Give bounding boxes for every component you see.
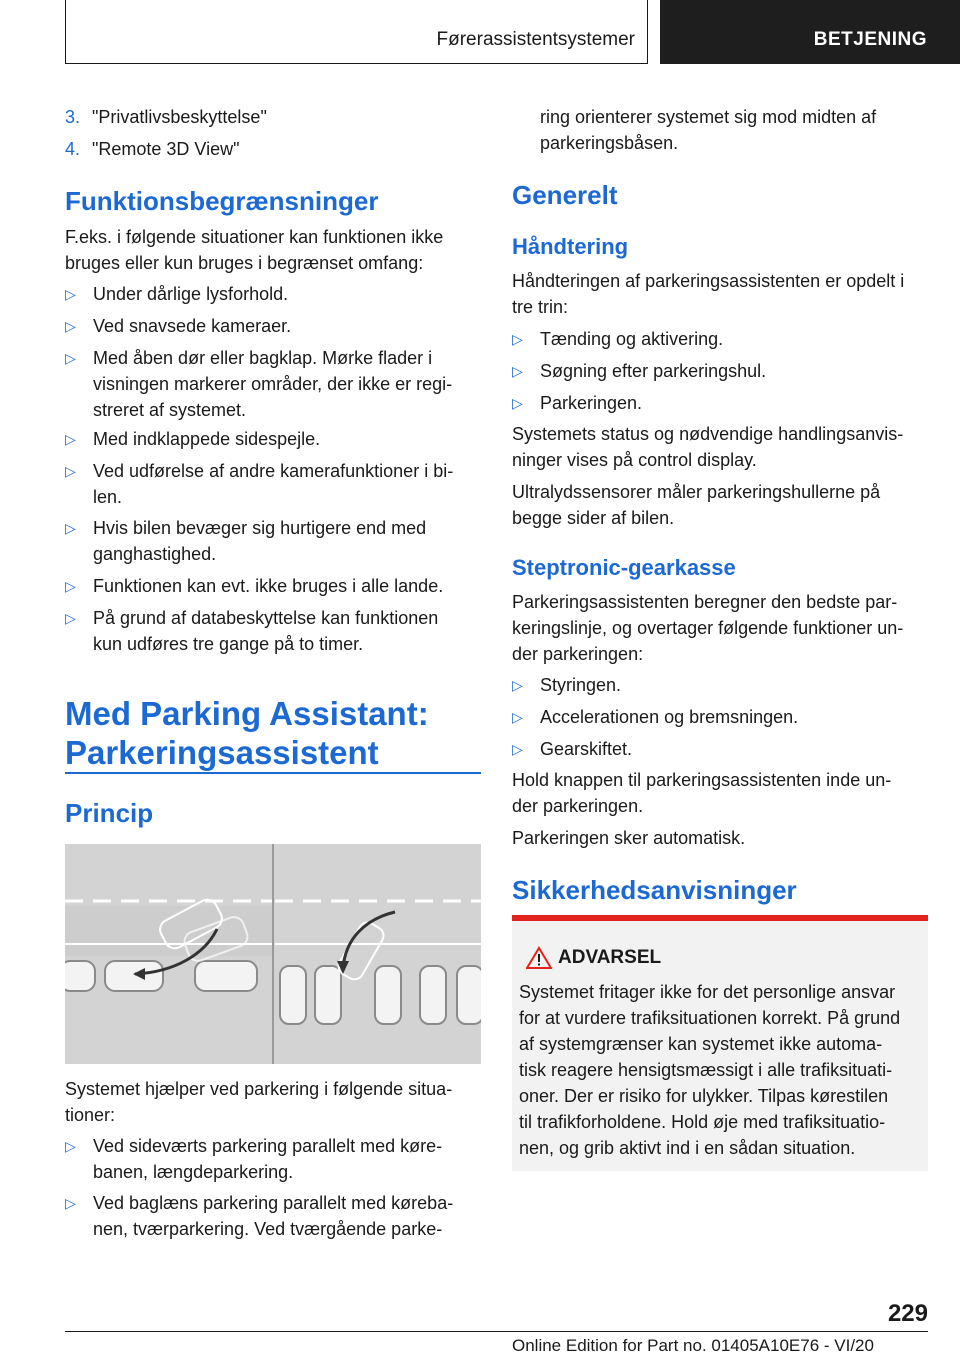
header-section-box	[65, 0, 648, 64]
handtering-heading: Håndtering	[512, 234, 629, 259]
header-chapter-title: BETJENING	[813, 29, 927, 50]
edition-note: Online Edition for Part no. 01405A10E76 - VI/20	[512, 1336, 874, 1355]
ultrasonic-text: Ultralydssensorer måler parkeringshullerne på begge sider af bilen.	[512, 482, 881, 528]
page-number: 229	[887, 1300, 928, 1327]
main-heading: Med Parking Assistant: Parkeringsassistent	[65, 695, 429, 771]
warning-title: ADVARSEL	[558, 947, 662, 968]
numbered-item: 4. "Remote 3D View"	[65, 139, 240, 159]
hold-text: Hold knappen til parkeringsassistenten inde un- der parkeringen.	[512, 770, 892, 816]
limits-intro: F.eks. i følgende situationer kan funktionen ikke bruges eller kun bruges i begrænset omfang:	[65, 227, 444, 273]
warning-text: Systemet fritager ikke for det personlige ansvar for at vurdere trafiksituationen korrekt. På grund af systemgrænser kan systemet ikke automa- tisk reagere hensigtsmæssigt i alle trafiksituati- oner. Der er risiko for ulykker. Tilpas kørestilen til trafikforholdene. Hold øje med trafiksituatio- nen, og grib aktivt ind i en sådan situation.	[519, 982, 901, 1158]
safety-heading: Sikkerhedsanvisninger	[512, 875, 797, 905]
footer-rule	[65, 1331, 928, 1332]
handtering-text: Håndteringen af parkeringsassistenten er opdelt i tre trin:	[512, 271, 905, 317]
continued-text: ring orienterer systemet sig mod midten af parkeringsbåsen.	[540, 107, 877, 153]
header-chapter-box	[660, 0, 960, 64]
limits-heading: Funktionsbegrænsninger	[65, 186, 379, 216]
steptronic-heading: Steptronic-gearkasse	[512, 555, 736, 580]
numbered-item: 3. "Privatlivsbeskyttelse"	[65, 107, 267, 127]
steptronic-text: Parkeringsassistenten beregner den bedste par- keringslinje, og overtager følgende funktioner un- der parkeringen:	[512, 592, 904, 664]
warning-triangle-icon	[526, 946, 552, 969]
princip-text: Systemet hjælper ved parkering i følgende situa- tioner:	[65, 1079, 453, 1125]
generelt-heading: Generelt	[512, 180, 618, 210]
heading-rule	[65, 772, 481, 774]
status-text: Systemets status og nødvendige handlingsanvis- ninger vises på control display.	[512, 424, 904, 470]
parking-illustration	[65, 844, 481, 1064]
auto-text: Parkeringen sker automatisk.	[512, 828, 746, 848]
warning-box	[512, 915, 928, 1171]
header-section-title: Førerassistentsystemer	[436, 29, 635, 50]
princip-heading: Princip	[65, 798, 154, 828]
